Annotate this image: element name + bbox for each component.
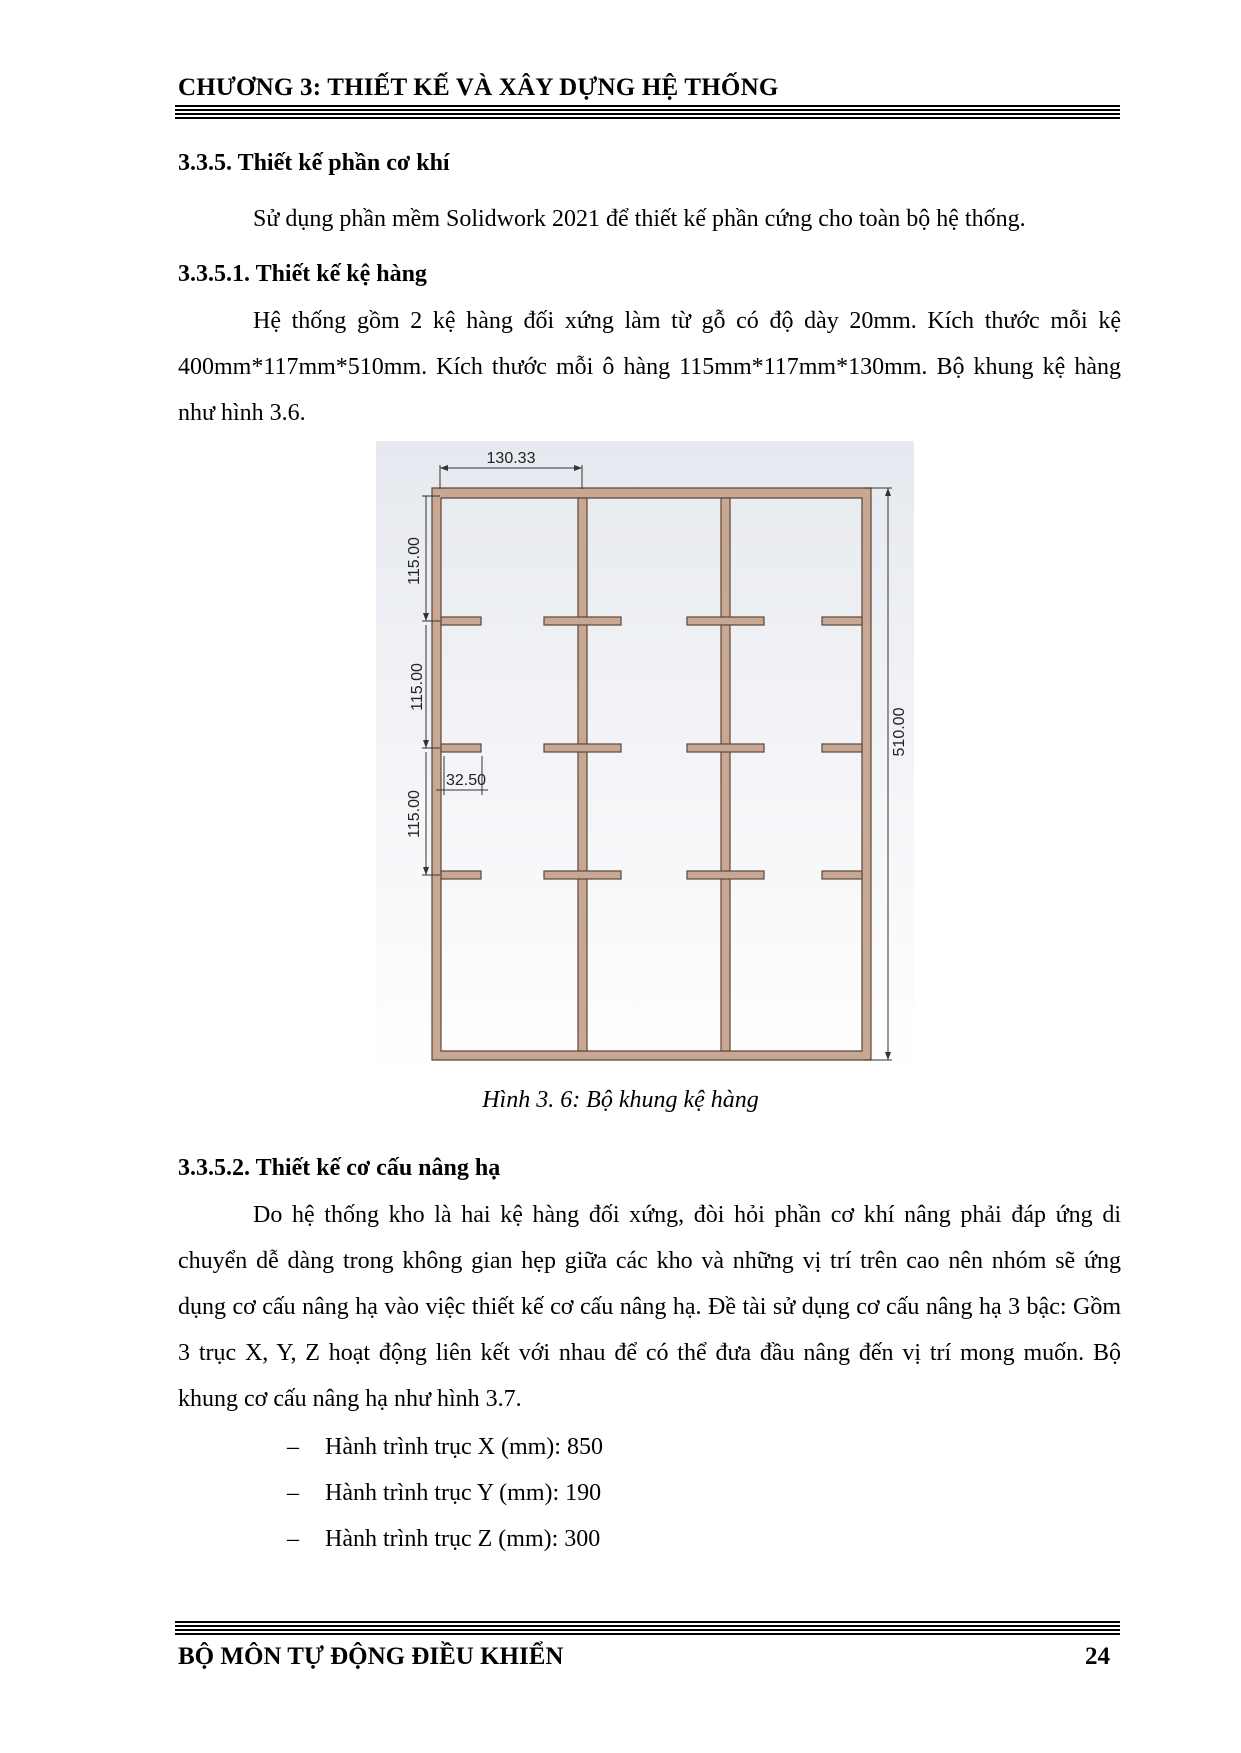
paragraph-3352-text: Do hệ thống kho là hai kệ hàng đối xứng, đòi hỏi phần cơ khí nâng phải đáp ứng di chuyển dễ dàng trong không gian hẹp giữa các kho và những vị trí trên cao nên nhóm sẽ ứng dụng cơ cấu nâng hạ vào việc thiết kế cơ cấu nâng hạ. Đề tài sử dụng cơ cấu nâng hạ 3 bậc: Gồm 3 trục X, Y, Z hoạt động liên kết với nhau để có thể đưa đầu nâng đến vị trí mong muốn. Bộ khung cơ cấu nâng hạ như hình 3.7. <box>178 1202 1121 1412</box>
bullet-item: Hành trình trục X (mm): 850 <box>325 1434 603 1460</box>
paragraph-3351-text: Hệ thống gồm 2 kệ hàng đối xứng làm từ gỗ có độ dày 20mm. Kích thước mỗi kệ 400mm*117mm*510mm. Kích thước mỗi ô hàng 115mm*117mm*130mm. Bộ khung kệ hàng như hình 3.6. <box>178 308 1121 426</box>
section-heading-335: 3.3.5. Thiết kế phần cơ khí <box>178 150 450 176</box>
dim-row3-label: 115.00 <box>406 790 423 838</box>
chapter-header: CHƯƠNG 3: THIẾT KẾ VÀ XÂY DỰNG HỆ THỐNG <box>178 74 779 101</box>
frame-divider-left <box>578 498 587 1051</box>
paragraph-3351 <box>178 298 1121 436</box>
dim-width-label: 130.33 <box>486 450 536 467</box>
shelf-frame-figure <box>376 441 914 1074</box>
header-rule-2 <box>175 109 1120 111</box>
section-text-335: Sử dụng phần mềm Solidwork 2021 để thiết kế phần cứng cho toàn bộ hệ thống. <box>253 206 1026 232</box>
header-rule-4 <box>175 117 1120 119</box>
section-heading-3352: 3.3.5.2. Thiết kế cơ cấu nâng hạ <box>178 1155 501 1181</box>
bullet-item: Hành trình trục Z (mm): 300 <box>325 1526 601 1552</box>
header-rule-3 <box>175 113 1120 115</box>
paragraph-3352 <box>178 1192 1121 1422</box>
dim-row2-label: 115.00 <box>409 663 426 711</box>
figure-caption: Hình 3. 6: Bộ khung kệ hàng <box>482 1087 759 1113</box>
footer-rule-1 <box>175 1621 1120 1623</box>
figure-background <box>376 441 914 1074</box>
dim-tab-label: 32.50 <box>446 772 487 789</box>
bullet-marker: – <box>287 1526 299 1552</box>
footer-rule-3 <box>175 1629 1120 1631</box>
bullet-marker: – <box>287 1480 299 1506</box>
header-rule-1 <box>175 105 1120 107</box>
dim-height-label: 510.00 <box>891 707 908 757</box>
page-number: 24 <box>1085 1643 1110 1670</box>
footer-rule-4 <box>175 1633 1120 1635</box>
bullet-marker: – <box>287 1434 299 1460</box>
bullet-item: Hành trình trục Y (mm): 190 <box>325 1480 602 1506</box>
frame-divider-right <box>721 498 730 1051</box>
dim-row1-label: 115.00 <box>406 537 423 585</box>
footer-rule-2 <box>175 1625 1120 1627</box>
footer-department: BỘ MÔN TỰ ĐỘNG ĐIỀU KHIỂN <box>178 1643 564 1670</box>
section-heading-3351: 3.3.5.1. Thiết kế kệ hàng <box>178 261 427 287</box>
